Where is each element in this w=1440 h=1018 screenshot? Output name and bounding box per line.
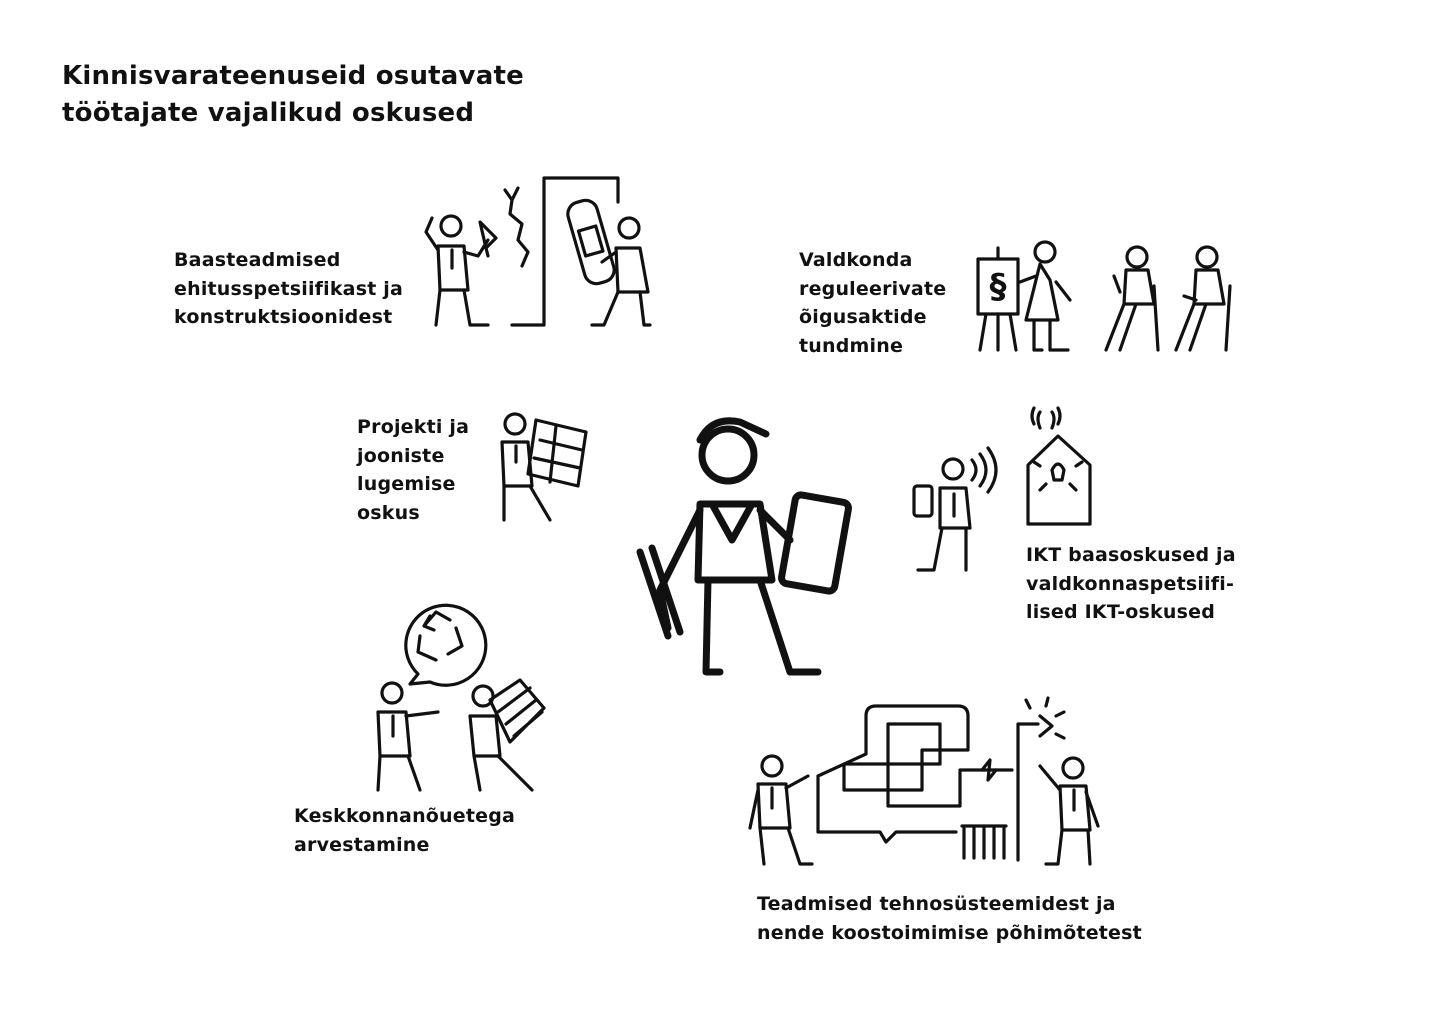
radiator-icon	[962, 826, 1006, 858]
head-icon	[702, 429, 754, 481]
vest-icon	[712, 504, 752, 540]
tablet-icon	[781, 494, 850, 592]
worker-icon	[502, 414, 550, 520]
presenter-icon	[1020, 242, 1070, 350]
label-line: Keskkonnanõuetega	[294, 805, 516, 827]
drawings-illustration	[502, 414, 586, 520]
wifi-icon	[1032, 408, 1060, 428]
folded-plan-icon	[528, 420, 586, 486]
label-line: arvestamine	[294, 833, 430, 856]
label-line: Teadmised tehnosüsteemidest ja	[757, 893, 1116, 915]
bulb-icon	[1034, 462, 1082, 490]
worker-icon	[592, 218, 650, 325]
title-line-2: töötajate vajalikud oskused	[62, 98, 475, 128]
seated-person-icon	[1106, 247, 1158, 350]
label-line: jooniste	[357, 444, 445, 467]
worker-icon	[1040, 758, 1098, 864]
seated-person-icon	[1176, 247, 1230, 350]
worker-icon	[470, 686, 532, 790]
construction-illustration	[426, 178, 650, 325]
title-line-1: Kinnisvarateenuseid osutavate	[62, 61, 524, 91]
label-line: IKT baasoskused ja	[1026, 544, 1236, 566]
label-line: lugemise	[357, 473, 456, 495]
label-line: oskus	[357, 501, 420, 524]
worker-icon	[750, 756, 812, 864]
label-line: lised IKT-oskused	[1026, 601, 1216, 623]
label-line: õigusaktide	[799, 306, 927, 328]
crack-icon	[505, 188, 528, 266]
legs-icon	[706, 580, 818, 672]
label-line: valdkonnaspetsiifi-	[1026, 572, 1235, 595]
worker-icon	[378, 683, 438, 790]
label-line: konstruktsioonidest	[174, 306, 393, 328]
worker-icon	[426, 216, 488, 325]
sound-wave-icon	[972, 448, 996, 492]
ict-illustration	[914, 408, 1090, 570]
phone-icon	[914, 486, 932, 516]
label-line: Baasteadmised	[174, 249, 341, 271]
label-line: nende koostoimimise põhimõtetest	[757, 921, 1142, 944]
legal-illustration	[978, 242, 1230, 350]
label-line: reguleerivate	[799, 277, 947, 300]
paragraph-icon: §	[989, 267, 1007, 307]
pipes-icon	[818, 706, 1012, 842]
label-line: Projekti ja	[357, 416, 470, 438]
technical-systems-illustration	[750, 698, 1098, 864]
central-worker-illustration	[640, 421, 849, 672]
lamp-post-icon	[1018, 724, 1038, 860]
recycle-icon	[418, 612, 462, 660]
environment-illustration	[378, 605, 544, 790]
lamp-light-icon	[1026, 698, 1064, 738]
plaster-patch-icon	[565, 197, 617, 286]
label-line: Valdkonda	[799, 249, 913, 271]
label-line: ehitusspetsiifikast ja	[174, 277, 404, 300]
arm-icon	[660, 510, 700, 628]
label-line: tundmine	[799, 334, 904, 357]
